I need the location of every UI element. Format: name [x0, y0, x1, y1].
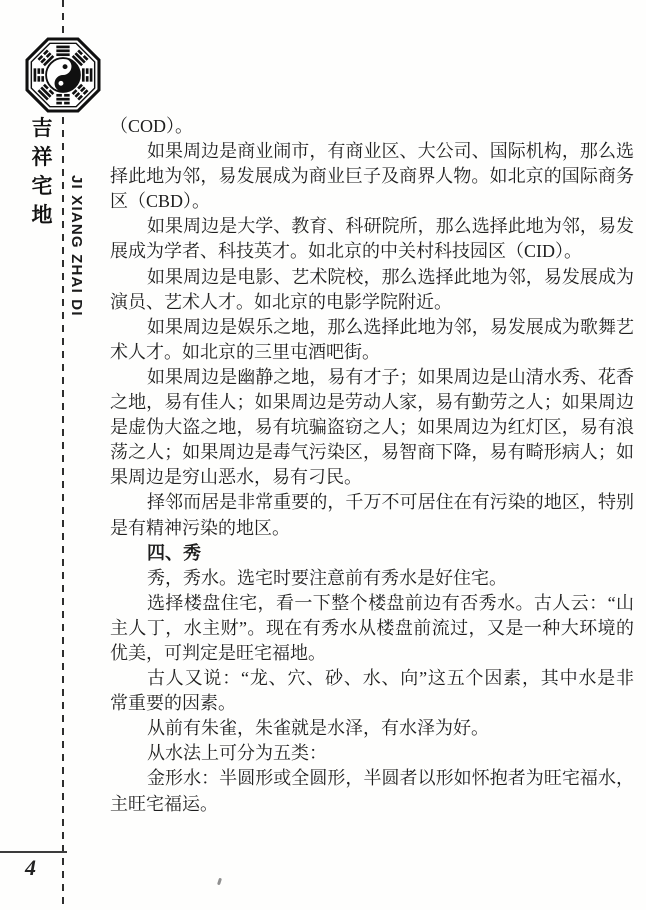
book-title-pinyin: JI XIANG ZHAI DI — [68, 175, 85, 317]
text-line: 是有精神污染的地区。 — [110, 517, 290, 538]
bagua-yinyang-icon — [22, 34, 104, 116]
text-line: 优美，可判定是旺宅福地。 — [110, 642, 326, 663]
text-line: 区（CBD）。 — [110, 191, 211, 212]
page-number: 4 — [25, 855, 36, 880]
text-line: 秀，秀水。选宅时要注意前有秀水是好住宅。 — [147, 567, 507, 588]
text-line: 果周边是穷山恶水，易有刁民。 — [110, 467, 362, 488]
text-line: 常重要的因素。 — [110, 693, 236, 714]
title-char: 祥 — [31, 145, 53, 169]
text-line: 古人又说：“龙、穴、砂、水、向”这五个因素，其中水是非 — [147, 668, 634, 689]
text-line: 四、秀 — [147, 542, 201, 563]
text-line: 荡之人；如果周边是毒气污染区，易智商下降，易有畸形病人；如 — [110, 442, 634, 463]
text-line: 择此地为邻，易发展成为商业巨子及商界人物。如北京的国际商务 — [110, 166, 634, 187]
text-line: 如果周边是大学、教育、科研院所，那么选择此地为邻，易发 — [147, 216, 634, 237]
page-text-block — [110, 114, 634, 817]
title-char: 吉 — [31, 116, 53, 140]
text-line: 金形水：半圆形或全圆形，半圆者以形如怀抱者为旺宅福水， — [147, 768, 634, 789]
scan-speck — [217, 878, 222, 886]
text-line: （COD）。 — [110, 116, 194, 136]
text-line: 选择楼盘住宅，看一下整个楼盘前边有否秀水。古人云：“山 — [147, 592, 634, 613]
text-line: 是虚伪大盗之地，易有坑骗盗窃之人；如果周边为红灯区，易有浪 — [110, 417, 634, 438]
title-char: 宅 — [31, 174, 53, 198]
footer-rule — [0, 851, 67, 853]
text-line: 演员、艺术人才。如北京的电影学院附近。 — [110, 291, 452, 312]
text-line: 如果周边是电影、艺术院校，那么选择此地为邻，易发展成为 — [147, 266, 634, 287]
text-line: 如果周边是娱乐之地，那么选择此地为邻，易发展成为歌舞艺 — [147, 316, 634, 337]
book-title-vertical — [29, 118, 55, 226]
text-line: 如果周边是幽静之地，易有才子；如果周边是山清水秀、花香 — [147, 366, 634, 387]
text-line: 主旺宅福运。 — [110, 793, 218, 814]
text-line: 如果周边是商业闹市，有商业区、大公司、国际机构，那么选 — [147, 141, 634, 162]
text-line: 择邻而居是非常重要的，千万不可居住在有污染的地区，特别 — [147, 492, 634, 513]
binding-dashed-line — [62, 0, 64, 910]
title-char: 地 — [31, 203, 53, 227]
text-line: 从前有朱雀，朱雀就是水泽，有水泽为好。 — [147, 718, 489, 739]
bagua-svg — [22, 34, 104, 116]
text-line: 术人才。如北京的三里屯酒吧街。 — [110, 341, 380, 362]
text-line: 之地，易有佳人；如果周边是劳动人家，易有勤劳之人；如果周边 — [110, 392, 634, 413]
text-line: 展成为学者、科技英才。如北京的中关村科技园区（CID）。 — [110, 241, 582, 262]
text-line: 主人丁，水主财”。现在有秀水从楼盘前流过，又是一种大环境的 — [110, 617, 634, 638]
text-line: 从水法上可分为五类： — [147, 743, 327, 764]
